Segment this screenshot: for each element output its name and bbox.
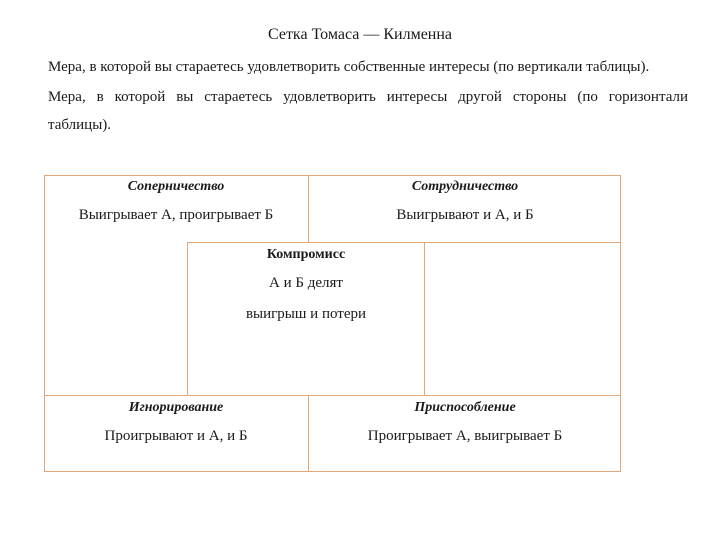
collaboration-text: Выигрывают и А, и Б — [396, 207, 534, 223]
grid-border-bottom — [44, 471, 621, 472]
accommodation-text: Проигрывает А, выигрывает Б — [367, 428, 563, 444]
competition-heading: Соперничество — [127, 179, 225, 194]
accommodation-heading: Приспособление — [414, 400, 516, 415]
competition-text: Выигрывает А, проигрывает Б — [78, 207, 274, 223]
compromise-text-1: А и Б делят — [269, 275, 343, 291]
page-title: Сетка Томаса — Килменна — [267, 26, 453, 43]
divider-center-right — [424, 242, 425, 396]
compromise-text-2: выигрыш и потери — [245, 306, 367, 322]
grid-border-top — [44, 175, 621, 176]
description-line-3: таблицы). — [48, 117, 112, 133]
collaboration-heading: Сотрудничество — [411, 179, 519, 194]
avoidance-text: Проигрывают и А, и Б — [104, 428, 248, 444]
thomas-kilmann-grid — [44, 175, 621, 472]
divider-center-bottom — [44, 395, 621, 396]
description-line-2: Мера, в которой вы стараетесь удовлетворить интересы другой стороны (по горизонтали — [48, 89, 688, 105]
description-line-1: Мера, в которой вы стараетесь удовлетворить собственные интересы (по вертикали таблицы). — [48, 59, 650, 75]
compromise-heading: Компромисс — [266, 247, 346, 262]
divider-center-top — [187, 242, 621, 243]
avoidance-heading: Игнорирование — [128, 400, 224, 415]
